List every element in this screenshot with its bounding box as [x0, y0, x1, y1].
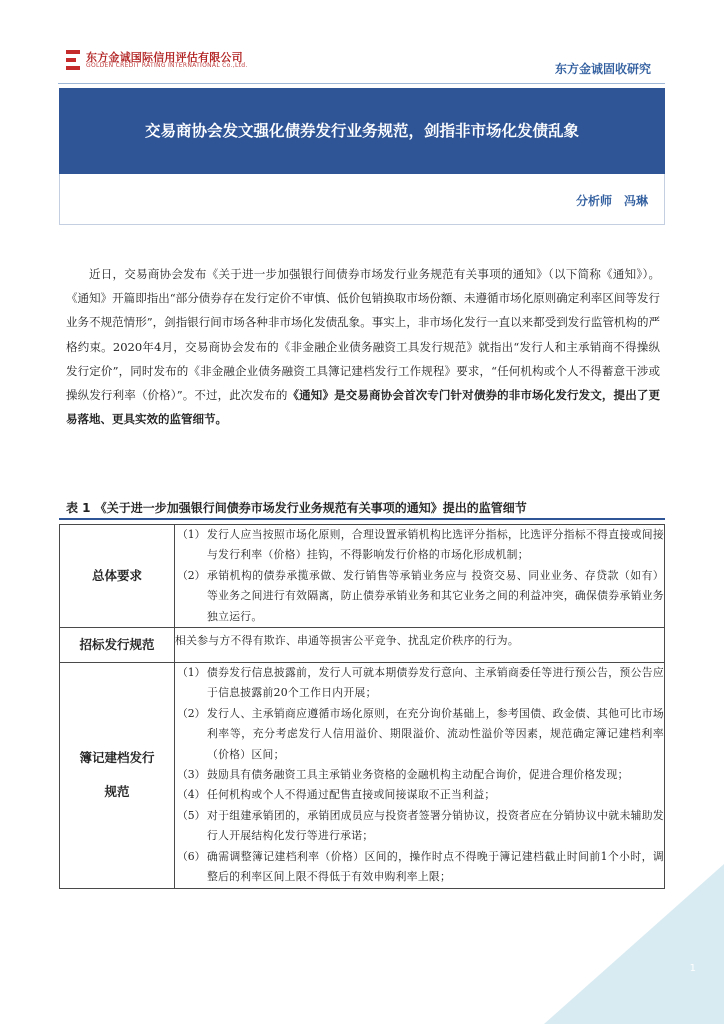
- item-number: （1）: [177, 666, 206, 680]
- item-number: （2）: [177, 706, 206, 720]
- logo-mark-icon: [66, 50, 80, 70]
- item-number: （3）: [177, 768, 206, 782]
- row-category: 总体要求: [60, 525, 175, 628]
- table-row: [60, 525, 665, 628]
- table-row: [60, 628, 665, 663]
- list-item: [175, 663, 664, 704]
- item-number: （2）: [177, 568, 206, 582]
- row-category: 招标发行规范: [60, 628, 175, 663]
- company-logo: [66, 50, 306, 72]
- category-line: 簿记建档发行: [79, 750, 155, 766]
- list-item: [175, 566, 664, 627]
- report-title: 交易商协会发文强化债券发行业务规范，剑指非市场化发债乱象: [144, 122, 579, 140]
- header-divider: [58, 83, 665, 84]
- intro-paragraph: [66, 262, 660, 431]
- item-text: 对于组建承销团的，承销团成员应与投资者签署分销协议，投资者应在分销协议中就未辅助发行人开展结构化发行等进行承诺；: [207, 808, 664, 843]
- item-text: 任何机构或个人不得通过配售直接或间接谋取不正当利益；: [207, 788, 496, 802]
- item-text: 相关参与方不得有欺诈、串通等损害公平竞争、扰乱定价秩序的行为。: [175, 634, 519, 648]
- author-box: [59, 174, 665, 225]
- item-number: （4）: [177, 788, 206, 802]
- table-row: [60, 663, 665, 888]
- title-banner: [59, 88, 665, 174]
- corner-decoration: [544, 864, 724, 1024]
- logo-english-name: GOLDEN CREDIT RATING INTERNATIONAL Co.,Ltd.: [86, 62, 248, 69]
- row-category: [60, 663, 175, 888]
- list-item: [175, 765, 664, 785]
- item-text: 发行人应当按照市场化原则，合理设置承销机构比选评分指标，比选评分指标不得直接或间接与发行利率（价格）挂钩，不得影响发行价格的市场化形成机制；: [207, 528, 664, 562]
- item-text: 鼓励具有债务融资工具主承销业务资格的金融机构主动配合询价，促进合理价格发现；: [207, 768, 629, 782]
- logo-chinese-name: 东方金诚国际信用评估有限公司: [86, 51, 243, 64]
- item-text: 承销机构的债券承揽承做、发行销售等承销业务应与 投资交易、同业业务、存贷款（如有）等业务之间进行有效隔离，防止债券承销业务和其它业务之间的利益冲突，确保债券承销业务独立运行。: [207, 568, 664, 623]
- item-number: （6）: [177, 849, 206, 863]
- row-items: [175, 525, 665, 628]
- page-number: 1: [689, 963, 696, 974]
- regulation-table: [59, 524, 665, 889]
- list-item: [175, 704, 664, 765]
- item-text: 债券发行信息披露前，发行人可就本期债券发行意向、主承销商委任等进行预公告，预公告应于信息披露前20个工作日内开展；: [207, 666, 664, 700]
- row-items: [175, 628, 665, 663]
- table-top-rule: [59, 518, 665, 520]
- intro-bold-text: 《通知》是交易商协会首次专门针对债券的非市场化发行发文，提出了更易落地、更具实效的监管细节。: [66, 388, 660, 427]
- item-number: （1）: [177, 528, 206, 541]
- item-number: （5）: [177, 808, 206, 822]
- report-series: 东方金诚固收研究: [554, 62, 651, 76]
- analyst-name: 分析师 冯琳: [575, 194, 648, 208]
- list-item: [175, 806, 664, 847]
- list-item: [175, 785, 664, 805]
- item-text: 发行人、主承销商应遵循市场化原则，在充分询价基础上，参考国债、政金债、其他可比市场利率等，充分考虑发行人信用溢价、期限溢价、流动性溢价等因素，规范确定簿记建档利率（价格）区间；: [207, 706, 664, 761]
- item-text: 确需调整簿记建档利率（价格）区间的，操作时点不得晚于簿记建档截止时间前1个小时，调整后的利率区间上限不得低于有效申购利率上限；: [207, 849, 664, 884]
- intro-text: 近日，交易商协会发布《关于进一步加强银行间债券市场发行业务规范有关事项的通知》（以下简称《通知》）。《通知》开篇即指出“部分债券存在发行定价不审慎、低价包销换取市场份额、未遵循市场化原则确定利率区间等发行业务不规范情形”，剑指银行间市场各种非市场化发债乱象。事实上，非市场化发行一直以来都受到发行监管机构的严格约束。2020年4月，交易商协会发布的《非金融企业债务融资工具发行规范》就指出“发行人和主承销商不得操纵发行定价”，同时发布的《非金融企业债务融资工具簿记建档发行工作规程》要求，“任何机构或个人不得蓄意干涉或操纵发行利率（价格）”。不过，此次发布的: [66, 267, 660, 403]
- list-item: [175, 525, 664, 566]
- corner-triangle-shape: [544, 864, 724, 1024]
- row-items: [175, 663, 665, 888]
- table-caption: 表 1 《关于进一步加强银行间债券市场发行业务规范有关事项的通知》提出的监管细节: [66, 501, 527, 515]
- category-line: 规范: [104, 784, 130, 800]
